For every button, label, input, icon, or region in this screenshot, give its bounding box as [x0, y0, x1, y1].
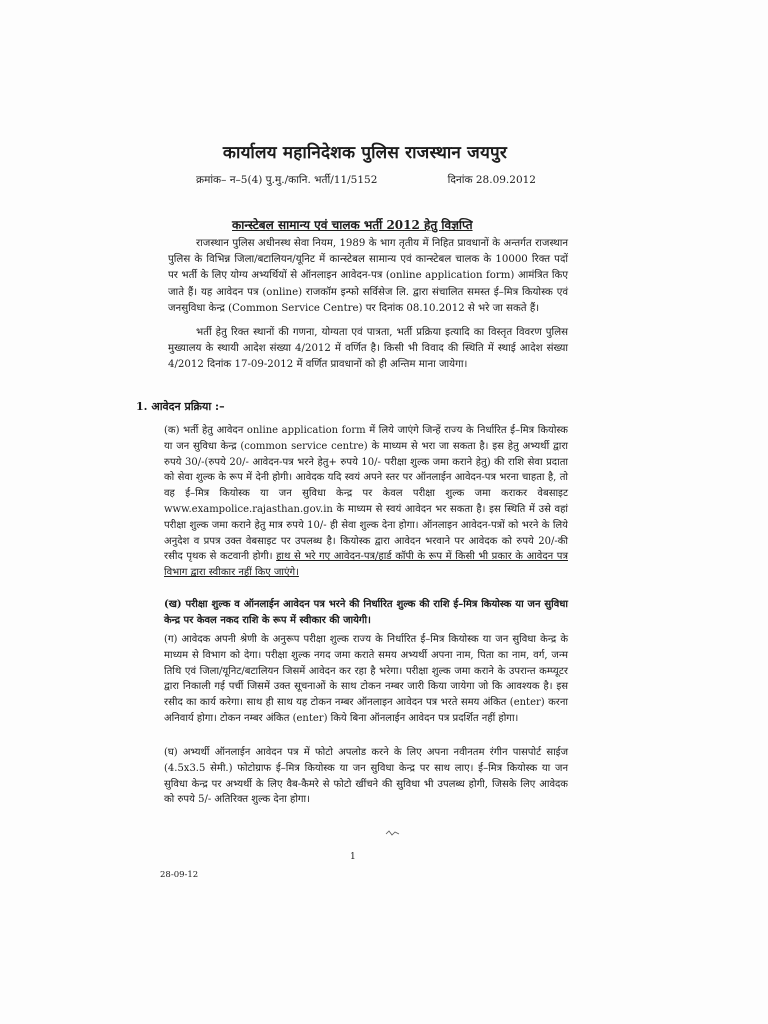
reference-line: [196, 173, 536, 187]
clause-kha: (ख) परीक्षा शुल्क व ऑनलाईन आवेदन पत्र भरने की निर्धारित शुल्क की राशि ई–मित्र कियोस्क या जन सुविधा केन्द्र पर केवल नकद राशि के रूप में स्वीकार की जायेगी।: [164, 599, 568, 626]
document-date: दिनांक 28.09.2012: [447, 174, 536, 186]
footer-date: 28-09-12: [160, 870, 199, 880]
subject-heading: कान्स्टेबल सामान्य एवं चालक भर्ती 2012 हेतु विज्ञप्ति: [232, 218, 473, 232]
clause-ka: [164, 423, 568, 581]
reference-number: क्रमांक– न–5(4) पु.मु./कानि. भर्ती/11/5152: [196, 174, 378, 186]
scan-mark-icon: [384, 828, 402, 838]
clause-ga: (ग) आवेदक अपनी श्रेणी के अनुरूप परीक्षा शुल्क राज्य के निर्धारित ई–मित्र कियोस्क या जन सुविधा केन्द्र के माध्यम से विभाग को देगा। परीक्षा शुल्क नगद जमा कराते समय अभ्यर्थी अपना नाम, पिता का नाम, वर्ग, जन्म तिथि एवं जिला/यूनिट/बटालियन जिसमें आवेदन कर रहा है भरेगा। परीक्षा शुल्क जमा कराने के उपरान्त कम्प्यूटर द्वारा निकाली गई पर्ची जिसमें उक्त सूचनाओं के साथ टोकन नम्बर जारी किया जायेगा जो कि आवश्यक है। इस रसीद का कार्य करेगा। साथ ही साथ यह टोकन नम्बर ऑनलाइन आवेदन पत्र भरते समय अंकित (enter) करना अनिवार्य होगा। टोकन नम्बर अंकित (enter) किये बिना ऑनलाईन आवेदन पत्र प्रदर्शित नहीं होगा।: [164, 634, 568, 724]
intro-paragraph: राजस्थान पुलिस अधीनस्थ सेवा नियम, 1989 के भाग तृतीय में निहित प्रावधानों के अन्तर्गत राजस्थान पुलिस के विभिन्न जिला/बटालियन/यूनिट में कान्स्टेबल सामान्य एवं कान्स्टेबल चालक के 10000 रिक्त पदों पर भर्ती के लिए योग्य अभ्यर्थियों से ऑनलाइन आवेदन-पत्र (online application form) आमंत्रित किए जाते हैं। यह आवेदन पत्र (online) राजकॉम इन्फो सर्विसेज लि. द्वारा संचालित समस्त ई–मित्र कियोस्क एवं जनसुविधा केन्द्र (Common Service Centre) पर दिनांक 08.10.2012 से भरे जा सकते हैं।: [168, 238, 568, 314]
clause-ka-text: (क) भर्ती हेतु आवेदन online application form में लिये जाएंगे जिन्हें राज्य के निर्धारित ई–मित्र कियोस्क या जन सुविधा केन्द्र (common service centre) के माध्यम से भरा जा सकता है। इस हेतु अभ्यर्थी द्वारा रुपये 30/-(रुपये 20/- आवेदन-पत्र भरने हेतु+ रुपये 10/- परीक्षा शुल्क जमा कराने हेतु) की राशि सेवा प्रदाता को सेवा शुल्क के रूप में देनी होगी। आवेदक यदि स्वयं अपने स्तर पर ऑनलाईन आवेदन-पत्र भरना चाहता है, तो वह ई–मित्र कियोस्क या जन सुविधा केन्द्र पर केवल परीक्षा शुल्क जमा कराकर वेबसाइट www.exampolice.rajasthan.gov.in के माध्यम से स्वयं आवेदन भर सकता है। इस स्थिति में उसे वहां परीक्षा शुल्क जमा कराने हेतु मात्र रुपये 10/- ही सेवा शुल्क देना होगा। ऑनलाइन आवेदन-पत्रों को भरने के लिये अनुदेश व प्रपत्र उक्त वेबसाइट पर उपलब्ध है। कियोस्क द्वारा आवेदन भरवाने पर आवेदक को रुपये 20/-की रसीद पृथक से कटवानी होगी।: [164, 425, 568, 563]
page-number: 1: [350, 852, 356, 862]
details-paragraph: भर्ती हेतु रिक्त स्थानों की गणना, योग्यता एवं पात्रता, भर्ती प्रक्रिया इत्यादि का विस्तृत विवरण पुलिस मुख्यालय के स्थायी आदेश संख्या 4/2012 में वर्णित है। किसी भी विवाद की स्थिति में स्थाई आदेश संख्या 4/2012 दिनांक 17-09-2012 में वर्णित प्रावधानों को ही अन्तिम माना जायेगा।: [168, 327, 568, 371]
office-title: कार्यालय महानिदेशक पुलिस राजस्थान जयपुर: [222, 143, 508, 163]
clause-gha: (घ) अभ्यर्थी ऑनलाईन आवेदन पत्र में फोटो अपलोड करने के लिए अपना नवीनतम रंगीन पासपोर्ट साईज (4.5x3.5 सेमी.) फोटोग्राफ ई–मित्र कियोस्क या जन सुविधा केन्द्र पर साथ लाए। ई–मित्र कियोस्क या जन सुविधा केन्द्र पर अभ्यर्थी के लिए वैब-कैमरे से फोटो खींचने की सुविधा भी उपलब्ध होगी, जिसके लिए आवेदक को रुपये 5/- अतिरिक्त शुल्क देना होगा।: [164, 747, 568, 806]
clause-ka-underlined-text: हाथ से भरे गए आवेदन-पत्र/हार्ड कॉपी के रूप में किसी भी प्रकार के आवेदन पत्र विभाग द्वारा स्वीकार नहीं किए जाएंगे।: [164, 551, 568, 579]
section-heading: 1. आवेदन प्रक्रिया :–: [136, 400, 225, 413]
